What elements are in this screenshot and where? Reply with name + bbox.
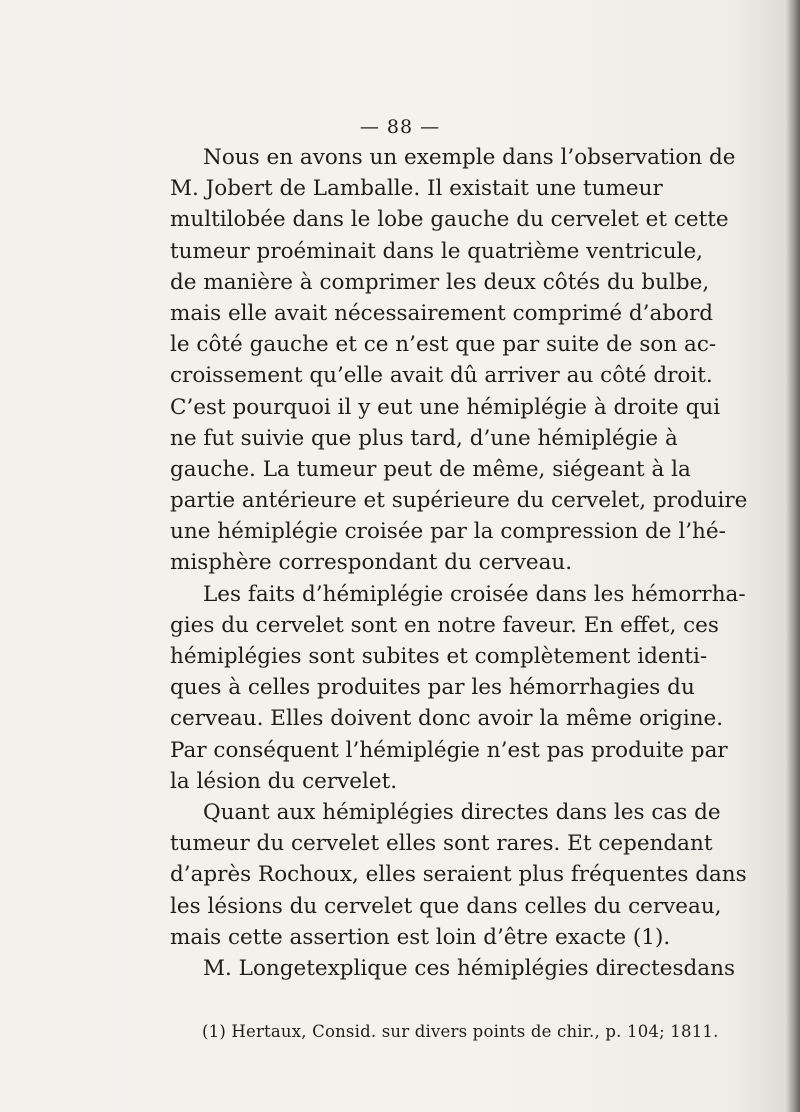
text-line: croissement qu’elle avait dû arriver au côté droit.	[170, 363, 713, 389]
text-line: misphère correspondant du cerveau.	[170, 550, 573, 576]
text-line: partie antérieure et supérieure du cervelet, produire	[170, 488, 748, 514]
text-line: C’est pourquoi il y eut une hémiplégie à droite qui	[170, 394, 721, 420]
text-line: hémiplégies sont subites et complètement identi-	[170, 644, 708, 669]
text-line: une hémiplégie croisée par la compression de l’hé-	[170, 519, 726, 545]
text-line: la lésion du cervelet.	[170, 768, 398, 794]
footnote: (1) Hertaux, Consid. sur divers points de chir., p. 104; 1811.	[202, 1022, 719, 1041]
text-line: tumeur du cervelet elles sont rares. Et cependant	[170, 831, 713, 857]
text-line: mais elle avait nécessairement comprimé d’abord	[170, 300, 714, 326]
text-line: ne fut suivie que plus tard, d’une hémiplégie à	[170, 425, 678, 451]
text-line: gies du cervelet sont en notre faveur. En effet, ces	[170, 612, 719, 638]
text-line: d’après Rochoux, elles seraient plus fréquentes dans	[170, 862, 747, 888]
text-line: les lésions du cervelet que dans celles du cerveau,	[170, 893, 722, 919]
text-line: M. Longetexplique ces hémiplégies directesdans	[203, 955, 736, 981]
text-line: ques à celles produites par les hémorrhagies du	[170, 675, 695, 701]
text-line: Nous en avons un exemple dans l’observation de	[203, 145, 736, 170]
text-line: Quant aux hémiplégies directes dans les cas de	[203, 799, 721, 825]
text-line: Par conséquent l’hémiplégie n’est pas produite par	[170, 737, 728, 763]
text-line: Les faits d’hémiplégie croisée dans les hémorrha-	[203, 581, 746, 607]
body-text	[170, 142, 748, 984]
text-line: de manière à comprimer les deux côtés du bulbe,	[170, 269, 710, 295]
page-number-header: — 88 —	[359, 116, 441, 138]
text-line: tumeur proéminait dans le quatrième ventricule,	[170, 238, 703, 264]
text-line: M. Jobert de Lamballe. Il existait une tumeur	[170, 176, 663, 202]
text-line: le côté gauche et ce n’est que par suite de son ac-	[170, 332, 717, 358]
text-line: cerveau. Elles doivent donc avoir la même origine.	[170, 706, 724, 732]
text-line: mais cette assertion est loin d’être exacte (1).	[170, 924, 671, 950]
text-line: gauche. La tumeur peut de même, siégeant à la	[170, 456, 691, 482]
page-edge-shadow	[786, 0, 800, 1112]
text-line: multilobée dans le lobe gauche du cervelet et cette	[170, 207, 729, 233]
